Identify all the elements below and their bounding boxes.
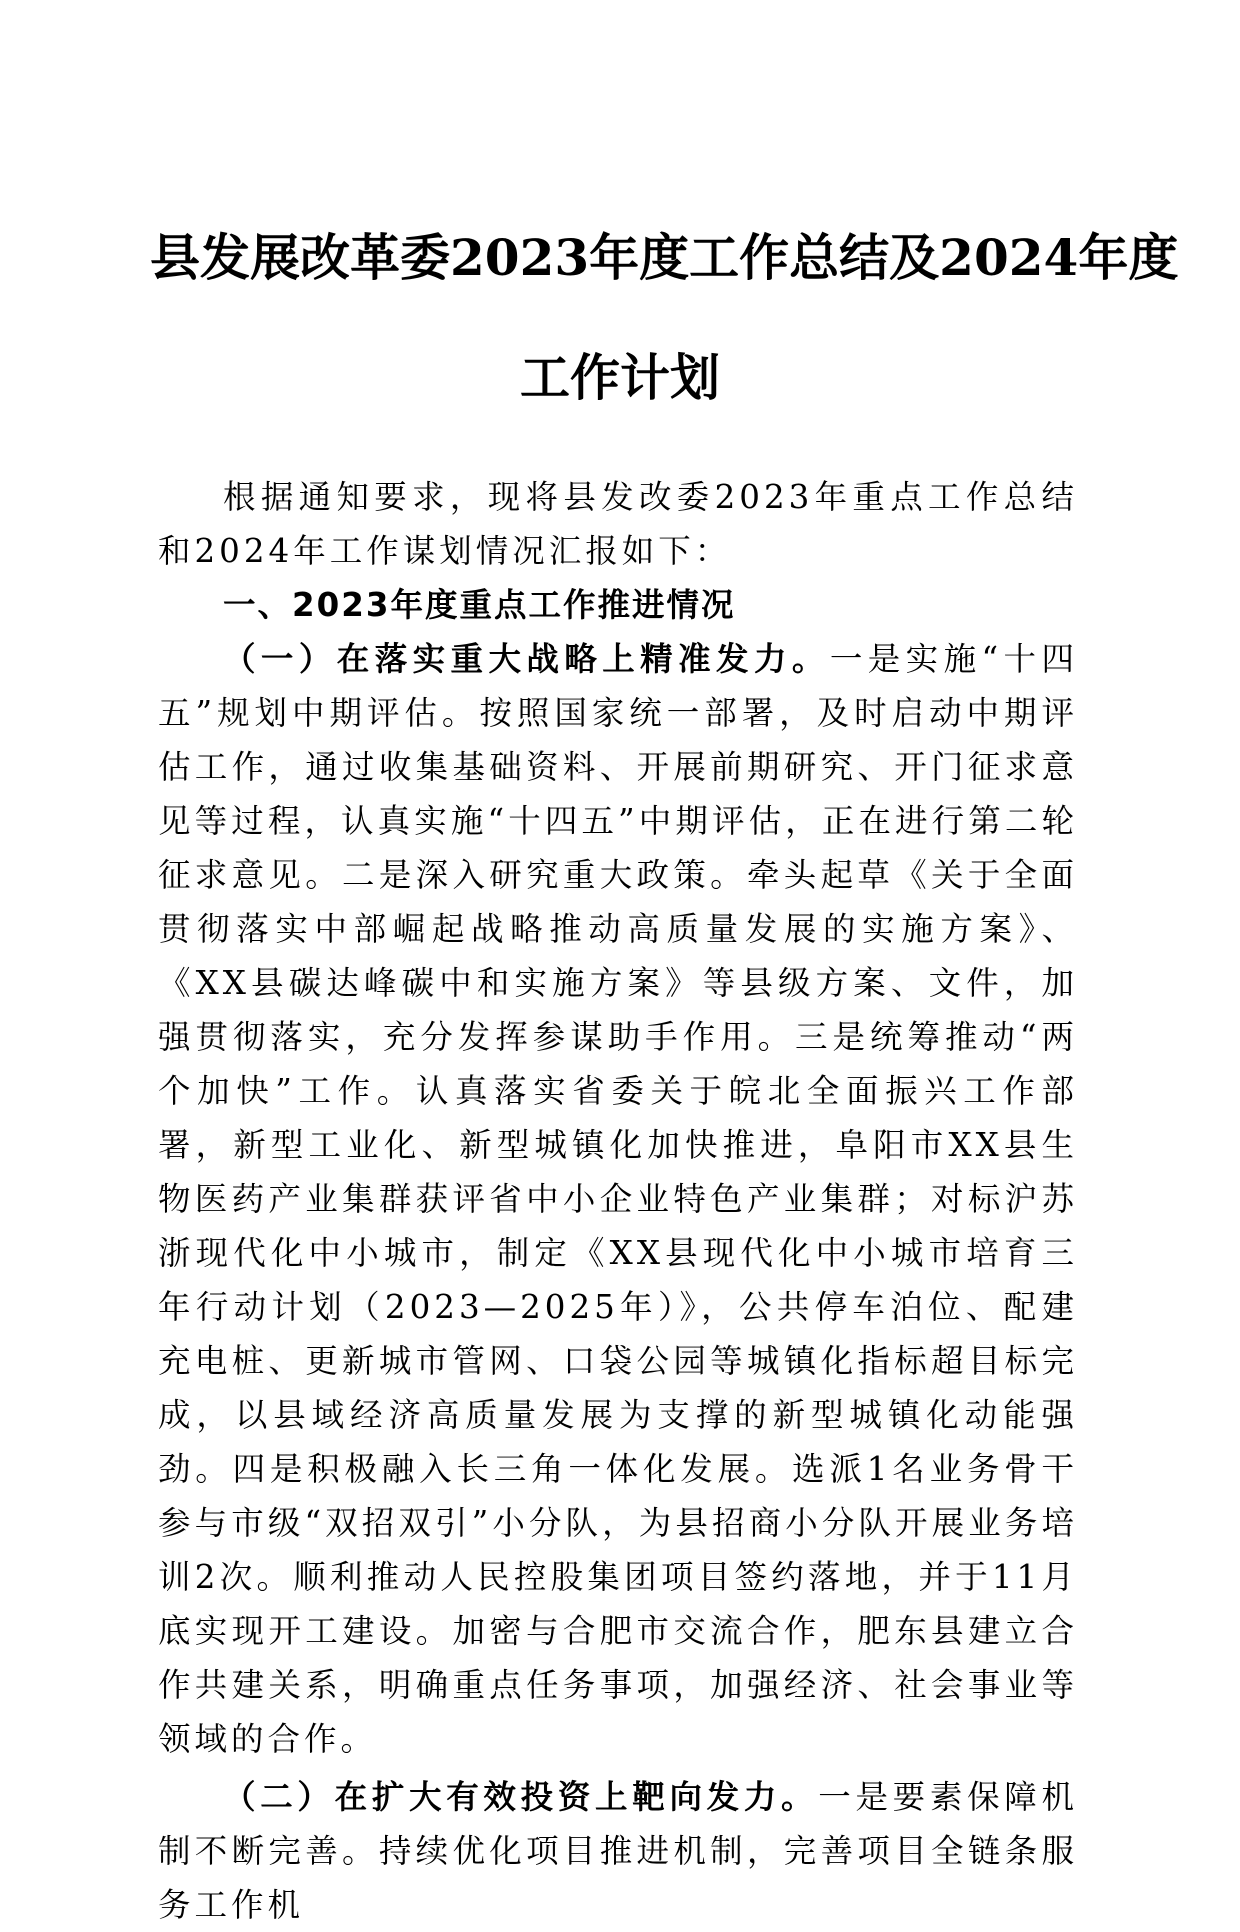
document-body — [158, 470, 1078, 1932]
subsection-2-lead: （二）在扩大有效投资上靶向发力。 — [223, 1777, 819, 1816]
intro-paragraph: 根据通知要求，现将县发改委2023年重点工作总结和2024年工作谋划情况汇报如下： — [158, 478, 1078, 570]
subsection-1-text: 一是实施“十四五”规划中期评估。按照国家统一部署，及时启动中期评估工作，通过收集基础资料、开展前期研究、开门征求意见等过程，认真实施“十四五”中期评估，正在进行第二轮征求意见。二是深入研究重大政策。牵头起草《关于全面贯彻落实中部崛起战略推动高质量发展的实施方案》、《XX县碳达峰碳中和实施方案》等县级方案、文件，加强贯彻落实，充分发挥参谋助手作用。三是统筹推动“两个加快”工作。认真落实省委关于皖北全面振兴工作部署，新型工业化、新型城镇化加快推进，阜阳市XX县生物医药产业集群获评省中小企业特色产业集群；对标沪苏浙现代化中小城市，制定《XX县现代化中小城市培育三年行动计划（2023—2025年）》，公共停车泊位、配建充电桩、更新城市管网、口袋公园等城镇化指标超目标完成，以县域经济高质量发展为支撑的新型城镇化动能强劲。四是积极融入长三角一体化发展。选派1名业务骨干参与市级“双招双引”小分队，为县招商小分队开展业务培训2次。顺利推动人民控股集团项目签约落地，并于11月底实现开工建设。加密与合肥市交流合作，肥东县建立合作共建关系，明确重点任务事项，加强经济、社会事业等领域的合作。 — [158, 640, 1078, 1758]
subsection-2-text: 一是要素保障机制不断完善。持续优化项目推进机制，完善项目全链条服务工作机 — [158, 1778, 1078, 1924]
document-title-line-1: 县发展改革委2023年度工作总结及2024年度 — [150, 228, 1179, 287]
subsection-1-lead: （一）在落实重大战略上精准发力。 — [223, 639, 830, 678]
subsection-2-paragraph — [158, 1770, 1078, 1932]
section-heading-1: 一、2023年度重点工作推进情况 — [223, 586, 736, 624]
document-title-line-2: 工作计划 — [520, 348, 720, 407]
subsection-1-paragraph — [158, 632, 1078, 1766]
